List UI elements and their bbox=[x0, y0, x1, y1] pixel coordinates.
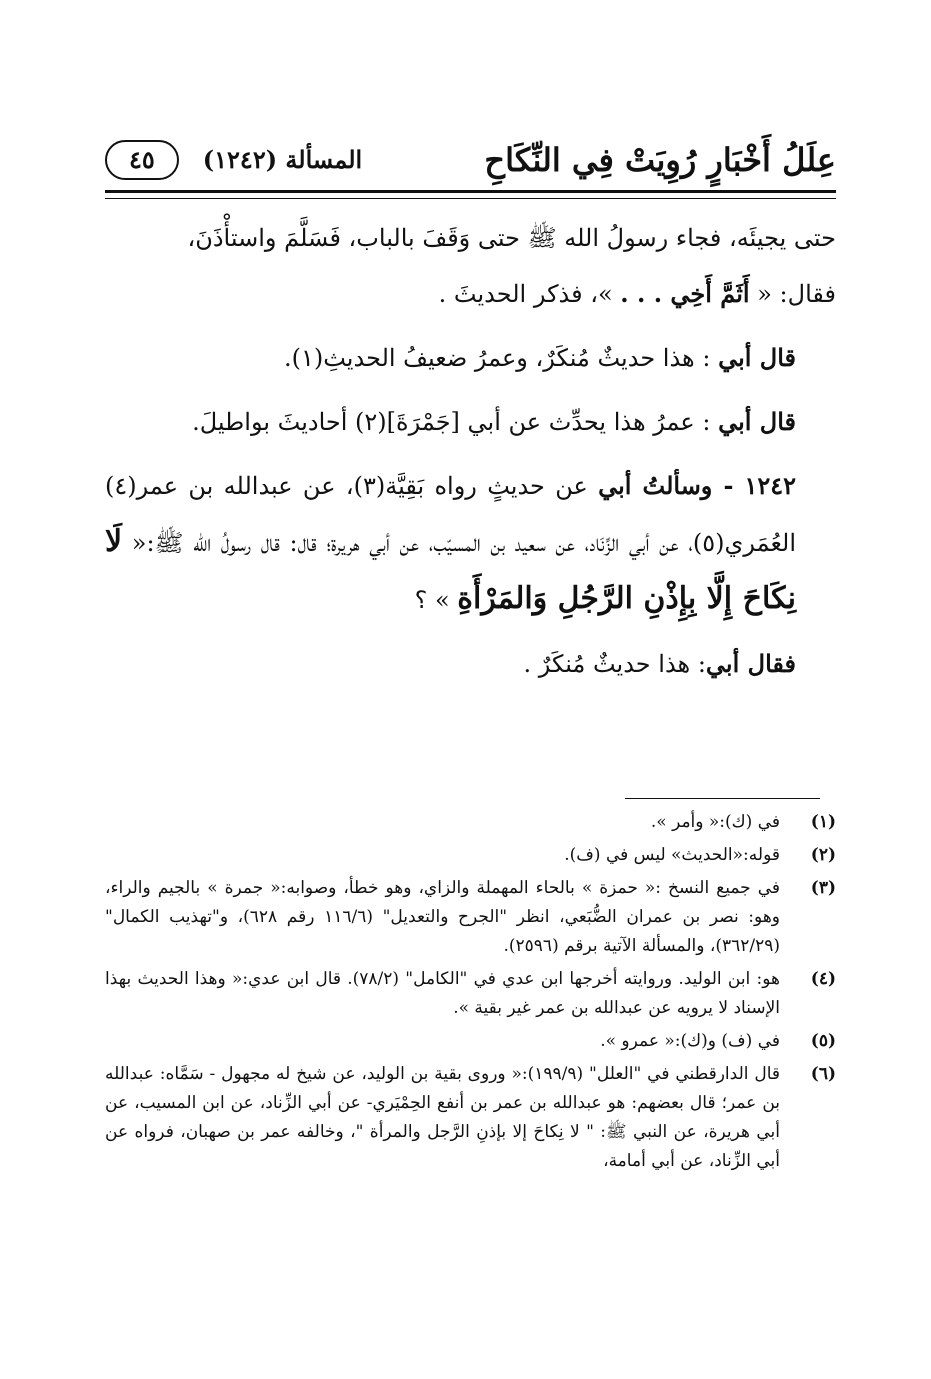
p1-line2-a: فقال: « bbox=[749, 280, 836, 308]
footnote-number: (٥) bbox=[810, 1031, 836, 1051]
p5-label: فقال أبي bbox=[705, 649, 796, 678]
footnote-separator bbox=[625, 798, 820, 799]
p2-text: : هذا حديثٌ مُنكَرٌ، وعمرُ ضعيفُ الحديثِ(١). bbox=[283, 344, 719, 372]
footnotes bbox=[105, 808, 836, 1180]
p1-quote: أَثَمَّ أَخِي . . . bbox=[620, 279, 750, 308]
footnote-text: هو: ابن الوليد. وروايته أخرجها ابن عدي في "الكامل" (٧٨/٢). قال ابن عدي:« وهذا الحديث بهذا الإسناد لا يرويه عن عبدالله بن عمر غير بقية ». bbox=[105, 969, 780, 1018]
header-rule-thin bbox=[105, 198, 836, 199]
header-rule-thick bbox=[105, 190, 836, 193]
p1-line2-b: »، فذكر الحديثَ . bbox=[438, 280, 621, 308]
footnote-text: في (ك):« وأمر ». bbox=[650, 812, 780, 832]
footnote-number: (١) bbox=[810, 812, 836, 832]
footnote-number: (٣) bbox=[810, 878, 836, 898]
footnote-number: (٦) bbox=[810, 1064, 836, 1084]
footnote bbox=[105, 1027, 836, 1056]
paragraph-continuation bbox=[105, 210, 836, 322]
paragraph-abi-1 bbox=[105, 330, 836, 386]
footnote bbox=[105, 874, 836, 961]
header-issue-group bbox=[105, 140, 362, 181]
p4-text2: » ؟ bbox=[414, 586, 458, 614]
main-text bbox=[105, 210, 836, 692]
footnote-text: في (ف) و(ك):« عمرو ». bbox=[600, 1031, 780, 1051]
footnote bbox=[105, 808, 836, 837]
p3-text: : عمرُ هذا يحدِّث عن أبي [جَمْرَةَ](٢) أحاديثَ بواطيلَ. bbox=[192, 408, 719, 436]
paragraph-issue-1242 bbox=[105, 458, 836, 628]
hadith-text: لَا نِكَاحَ إِلَّا بِإِذْنِ الرَّجُلِ وَالمَرْأَةِ bbox=[105, 524, 796, 616]
issue-label: المسألة (١٢٤٢) bbox=[202, 145, 363, 175]
p3-label: قال أبي bbox=[718, 407, 796, 436]
footnote-number: (٤) bbox=[810, 969, 836, 989]
footnote-number: (٢) bbox=[810, 845, 836, 865]
book-title: عِلَلُ أَخْبَارٍ رُوِيَتْ فِي النِّكَاحِ bbox=[484, 141, 836, 179]
p5-text: : هذا حديثٌ مُنكَرٌ . bbox=[523, 650, 706, 678]
paragraph-answer bbox=[105, 636, 836, 692]
issue-number: ١٢٤٢ - وسألتُ أبي bbox=[598, 471, 797, 500]
p4-text1: عن حديثٍ رواه بَقِيَّة(٣)، عن عبدالله بن عمر(٤) العُمَري(٥)، عن أبي الزِّنَاد، عن سعيد بن المسيّب، عن أبي هريرة؛ قال: قال رسولُ الله ﷺ:« bbox=[105, 472, 796, 557]
footnote bbox=[105, 1060, 836, 1176]
p2-label: قال أبي bbox=[718, 343, 796, 372]
footnote-text: قال الدارقطني في "العلل" (١٩٩/٩):« وروى بقية بن الوليد، عن شيخ له مجهول - سَمَّاه: عبدالله بن عمر؛ قال بعضهم: هو عبدالله بن عمر بن أنفع الحِمْيَري- عن أبي الزِّناد، عن ابن المسيب، عن أبي هريرة، عن النبي ﷺ: " لا نِكاحَ إلا بإذنِ الرَّجل والمرأة "، وخالفه عمر بن صهبان، فرواه عن أبي الزِّناد، عن أبي أمامة، bbox=[105, 1064, 781, 1171]
footnote bbox=[105, 965, 836, 1023]
running-header bbox=[105, 135, 836, 185]
page-number: ٤٥ bbox=[105, 140, 179, 181]
footnote bbox=[105, 841, 836, 870]
p1-line1: حتى يجيئَه، فجاء رسولُ الله ﷺ حتى وَقَفَ بالباب، فَسَلَّمَ واستأْذَنَ، bbox=[187, 224, 836, 252]
footnote-text: في جميع النسخ :« حمزة » بالحاء المهملة والزاي، وهو خطأ، وصوابه:« جمرة » بالجيم والراء، وهو: نصر بن عمران الضُّبَعي، انظر "الجرح والتعديل" (١١٦/٦ رقم ٦٢٨)، و"تهذيب الكمال" (٣٦٢/٢٩)، والمسألة الآتية برقم (٢٥٩٦). bbox=[105, 878, 780, 956]
paragraph-abi-2 bbox=[105, 394, 836, 450]
footnote-text: قوله:«الحديث» ليس في (ف). bbox=[564, 845, 780, 865]
